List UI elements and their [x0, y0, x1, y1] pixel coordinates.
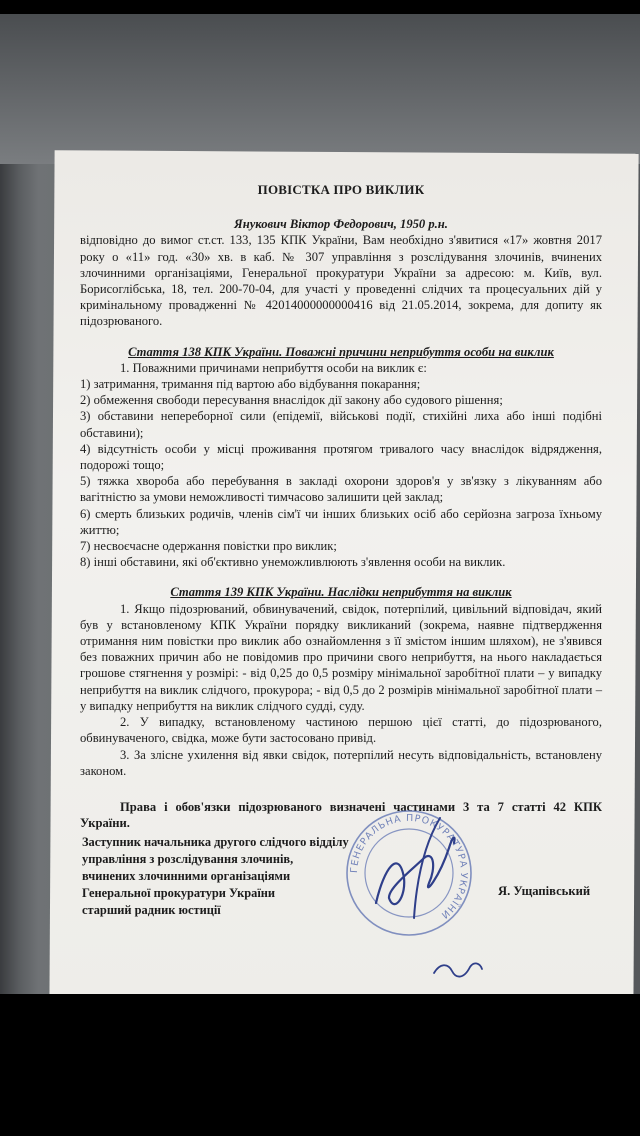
article-139-heading: Стаття 139 КПК України. Наслідки неприбуття на виклик [170, 585, 512, 600]
official-stamp [344, 808, 474, 938]
signer-block [82, 834, 349, 919]
article-138-item: 1) затримання, тримання під вартою або відбування покарання; [80, 377, 421, 392]
article-138-item: 5) тяжка хвороба або перебування в закладі охорони здоров'я у зв'язку з лікуванням або вагітністю за умови неможливості тимчасово залишити цей заклад; [80, 474, 602, 505]
article-138-item: 6) смерть близьких родичів, членів сім'ї чи інших близьких осіб або серйозна загроза їхньому життю; [80, 506, 602, 537]
summons-intro: відповідно до вимог ст.ст. 133, 135 КПК України, Вам необхідно з'явитися «17» жовтня 2017 року о «11» год. «30» хв. в каб. № 307 управління з розслідування злочинів, вчинених злочинними організаціями, Генеральної прокуратури України за адресою: м. Київ, вул. Борисоглібська, 18, тел. 200-70-04, для участі у проведенні слідчих та процесуальних дій у кримінальному провадженні № 42014000000000416 від 21.05.2014, зокрема, для допиту як підозрюваного. [80, 233, 602, 329]
photo-background [0, 14, 640, 164]
article-138-lead: 1. Поважними причинами неприбуття особи на виклик є: [120, 360, 427, 375]
signer-line: Заступник начальника другого слідчого відділу [82, 835, 349, 849]
signer-line: управління з розслідування злочинів, [82, 852, 294, 866]
article-139-paragraph: 2. У випадку, встановленому частиною першою цієї статті, до підозрюваного, обвинуваченого, свідка, може бути застосовано привід. [80, 715, 602, 746]
signer-line: вчинених злочинними організаціями [82, 869, 291, 883]
article-138-item: 7) несвоєчасне одержання повістки про виклик; [80, 539, 337, 554]
signer-name: Я. Ущапівський [498, 884, 591, 898]
addressee: Янукович Віктор Федорович, 1950 р.н. [234, 217, 448, 232]
stamp-text: ГЕНЕРАЛЬНА ПРОКУРАТУРА УКРАЇНИ [348, 812, 470, 921]
article-138-item: 2) обмеження свободи пересування внаслідок дії закону або судового рішення; [80, 393, 503, 408]
signature [376, 838, 455, 905]
article-138-item: 3) обставини непереборної сили (епідемії, військові події, стихійні лиха або інші подібні обставини); [80, 409, 602, 440]
signer-line: старший радник юстиції [82, 903, 221, 917]
article-139-paragraph: 3. За злісне ухилення від явки свідок, потерпілий несуть відповідальність, встановлену законом. [80, 747, 602, 778]
signer-line: Генеральної прокуратури України [82, 886, 276, 900]
handwritten-mark [430, 955, 490, 985]
suspect-rights-note: Права і обов'язки підозрюваного визначені частинами 3 та 7 статті 42 КПК України. [80, 799, 602, 831]
article-138-item: 8) інші обставини, які об'єктивно унеможливлюють з'явлення особи на виклик. [80, 555, 506, 570]
article-138-item: 4) відсутність особи у місці проживання протягом тривалого часу внаслідок відрядження, подорожі тощо; [80, 441, 602, 473]
article-138-heading: Стаття 138 КПК України. Поважні причини неприбуття особи на виклик [128, 344, 554, 359]
document-title: ПОВІСТКА ПРО ВИКЛИК [257, 182, 425, 197]
document-body [80, 182, 602, 831]
article-139-paragraph: 1. Якщо підозрюваний, обвинувачений, свідок, потерпілий, цивільний відповідач, який був у встановленому КПК України порядку викликаний (зокрема, наявне підтвердження отримання ним повістки про виклик або ознайомлення з її змістом іншим шляхом), не з'явився без поважних причин або не повідомив про причини свого неприбуття, на нього накладається грошове стягнення у розмірі: - від 0,25 до 0,5 розміру мінімальної заробітної плати – у випадку неприбуття на виклик слідчого, прокурора; - від 0,5 до 2 розмірів мінімальної заробітної плати – у випадку неприбуття на виклик слідчого судді, суду. [80, 601, 602, 713]
